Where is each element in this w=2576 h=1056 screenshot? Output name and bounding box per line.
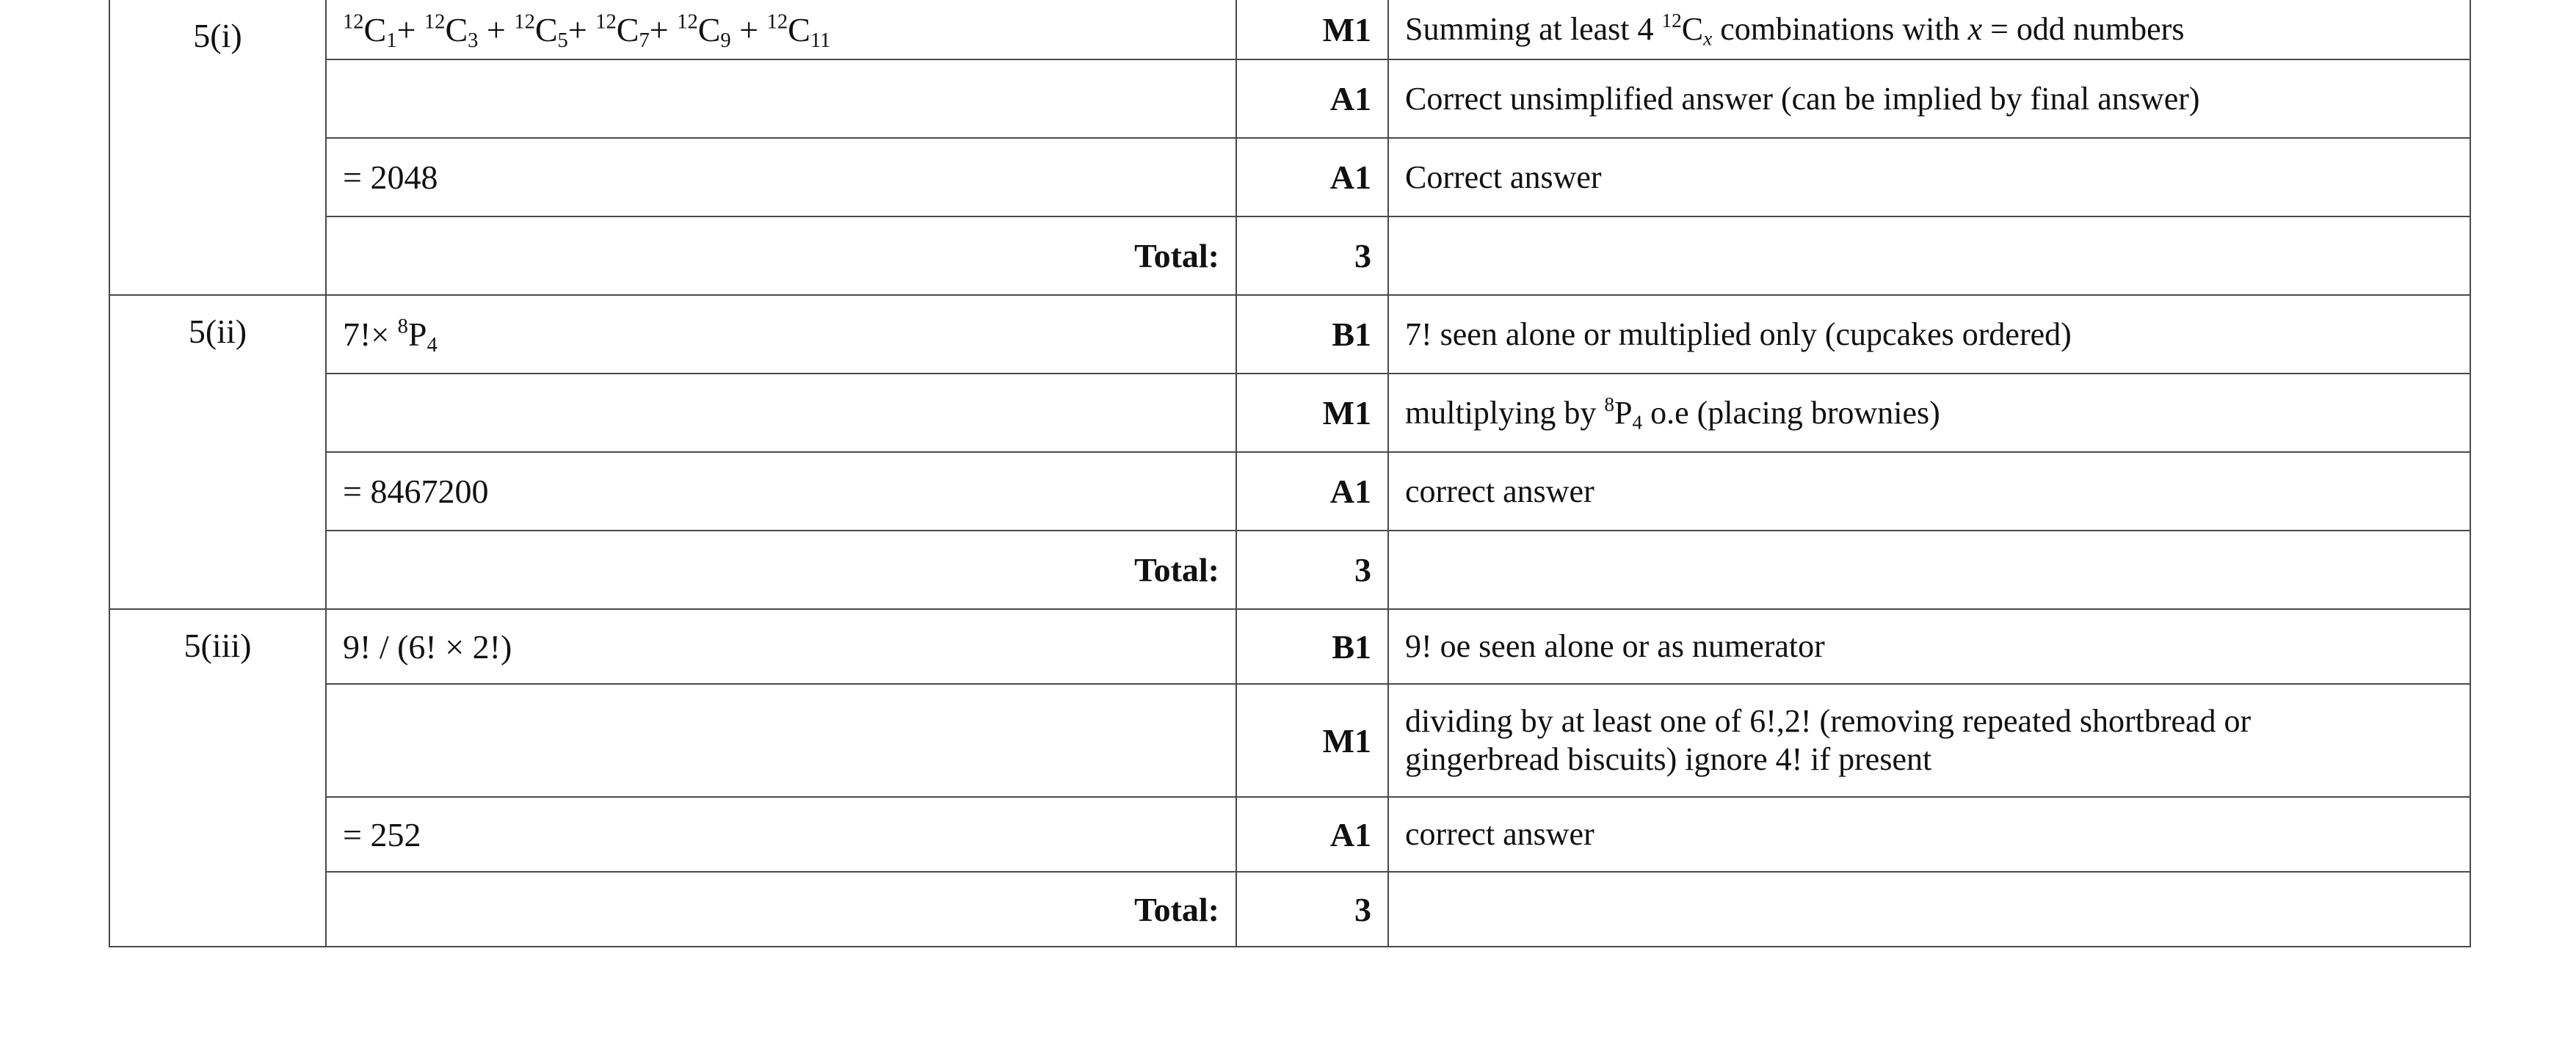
total-value: 3 [1236,216,1388,295]
total-value: 3 [1236,531,1388,609]
answer-cell: $7!\times ^8P_4$ [326,295,1236,374]
answer-cell [326,684,1236,797]
mark-scheme-sheet [109,0,2470,947]
guidance-cell: Correct unsimplified answer (can be implied by final answer) [1388,59,2470,138]
guidance-cell: correct answer [1388,797,2470,872]
table-row [109,0,2470,59]
answer-result: = 8467200 [326,452,1236,531]
answer-term: $^{12}C_9$ + [677,10,767,52]
answer-cell [326,374,1236,452]
total-row [109,216,2470,295]
table-row [109,609,2470,684]
answer-term: $^{12}C_{11}$ [766,10,831,52]
question-number: 5(ii) [109,295,326,609]
table-row [109,452,2470,531]
table-row [109,374,2470,452]
guidance-cell: multiplying by $^8P_4$ o.e (placing brownies) [1388,374,2470,452]
total-label: Total: [326,872,1236,947]
guidance-cell: Summing at least 4 $^{12}C_x$ combinations with x = odd numbers [1388,0,2470,59]
table-row [109,295,2470,374]
answer-cell: 9! / (6! × 2!) [326,609,1236,684]
mark-cell: A1 [1236,59,1388,138]
total-label: Total: [326,531,1236,609]
guidance-cell: correct answer [1388,452,2470,531]
total-label: Total: [326,216,1236,295]
guidance-cell: 9! oe seen alone or as numerator [1388,609,2470,684]
guidance-cell [1388,872,2470,947]
mark-cell: A1 [1236,138,1388,216]
question-number: 5(i) [109,0,326,295]
total-value: 3 [1236,872,1388,947]
mark-scheme-table [109,0,2471,947]
mark-cell: B1 [1236,295,1388,374]
total-row [109,531,2470,609]
answer-term: $^{12}C_3$ + [424,10,515,52]
question-number: 5(iii) [109,609,326,947]
guidance-cell: dividing by at least one of 6!,2! (removing repeated shortbread or gingerbread biscuits) ignore 4! if present [1388,684,2470,797]
guidance-cell [1388,531,2470,609]
table-row [109,797,2470,872]
mark-cell: A1 [1236,452,1388,531]
guidance-cell: Correct answer [1388,138,2470,216]
answer-cell [326,0,1236,59]
mark-cell: A1 [1236,797,1388,872]
table-row [109,684,2470,797]
table-row [109,59,2470,138]
mark-cell: M1 [1236,0,1388,59]
answer-term: $^{12}C_7+$ [595,10,678,52]
answer-term: $^{12}C_5+$ [514,10,596,52]
answer-result: = 2048 [326,138,1236,216]
answer-cell [326,59,1236,138]
answer-result: = 252 [326,797,1236,872]
mark-cell: B1 [1236,609,1388,684]
total-row [109,872,2470,947]
answer-term: $^{12}C_1+$ [343,10,424,52]
mark-cell: M1 [1236,374,1388,452]
guidance-cell: 7! seen alone or multiplied only (cupcakes ordered) [1388,295,2470,374]
mark-cell: M1 [1236,684,1388,797]
table-row [109,138,2470,216]
guidance-cell [1388,216,2470,295]
